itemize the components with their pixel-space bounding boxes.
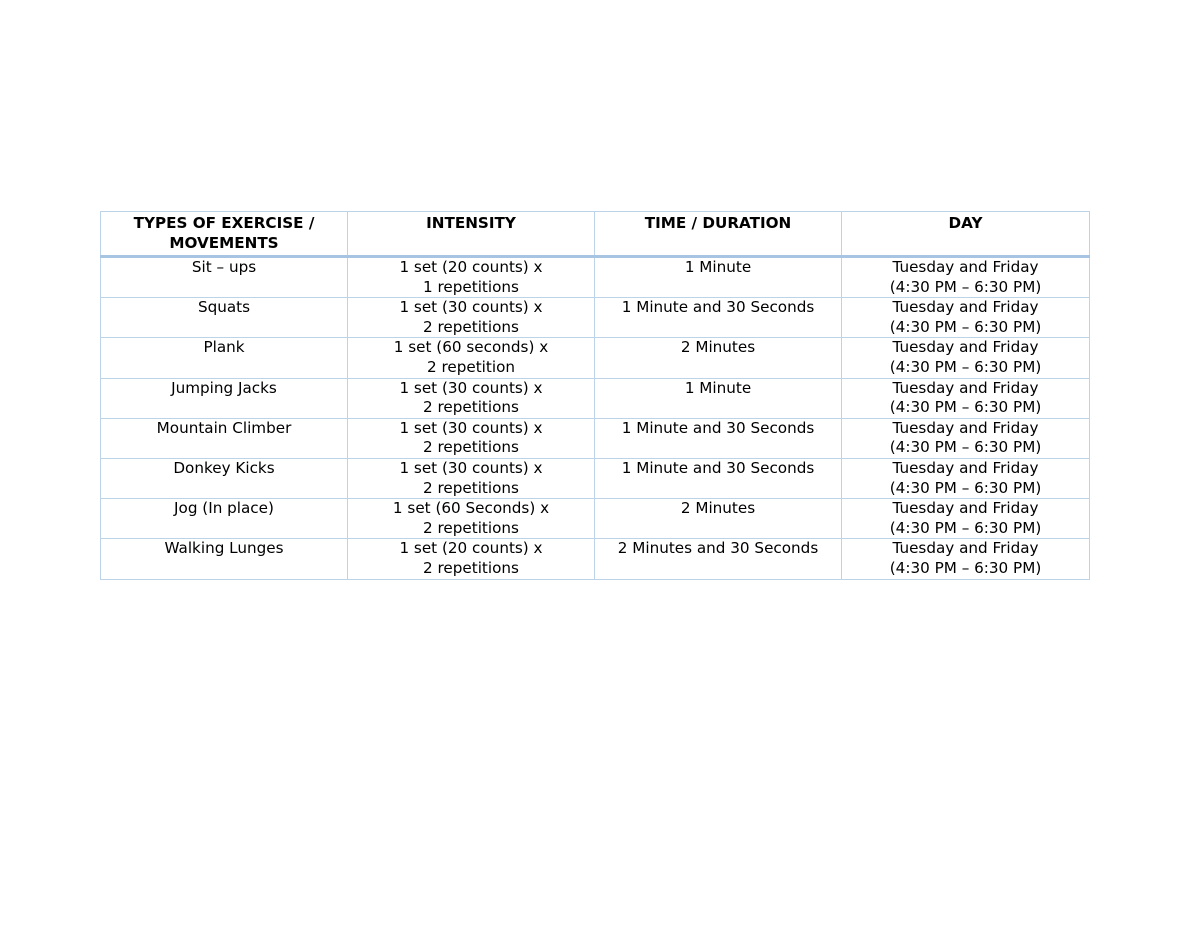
cell-text: 1 Minute xyxy=(684,258,752,276)
cell-text: 2 repetitions xyxy=(423,558,519,577)
cell-text: Donkey Kicks xyxy=(173,458,275,477)
cell-text: 1 Minute and 30 Seconds xyxy=(621,418,815,437)
cell-time xyxy=(595,298,842,338)
cell-text: 2 repetitions xyxy=(423,518,519,537)
table-row xyxy=(101,378,1090,418)
cell-text: Jog (In place) xyxy=(174,499,274,518)
cell-text: Tuesday and Friday xyxy=(892,378,1039,397)
header-text: INTENSITY xyxy=(426,214,516,232)
cell-text: 1 set (60 Seconds) x xyxy=(392,499,550,518)
table-row xyxy=(101,418,1090,458)
cell-exercise xyxy=(101,539,348,579)
table-body xyxy=(101,257,1090,580)
cell-text: 2 repetitions xyxy=(423,438,519,457)
cell-intensity xyxy=(348,338,595,378)
cell-text: 1 set (20 counts) x xyxy=(399,539,543,558)
cell-text: 1 Minute and 30 Seconds xyxy=(621,298,815,317)
table-row xyxy=(101,257,1090,298)
cell-day xyxy=(842,338,1090,378)
cell-exercise xyxy=(101,338,348,378)
cell-text: Tuesday and Friday xyxy=(892,539,1039,558)
cell-text: 1 set (30 counts) x xyxy=(399,458,543,477)
header-text: TYPES OF EXERCISE / xyxy=(133,214,315,232)
cell-time xyxy=(595,418,842,458)
cell-text: Tuesday and Friday xyxy=(892,258,1039,276)
cell-text: (4:30 PM – 6:30 PM) xyxy=(889,438,1042,457)
cell-time xyxy=(595,458,842,498)
cell-text: (4:30 PM – 6:30 PM) xyxy=(889,277,1042,296)
cell-day xyxy=(842,418,1090,458)
cell-text: 2 repetitions xyxy=(423,398,519,417)
cell-text: Jumping Jacks xyxy=(171,378,277,397)
header-row xyxy=(101,212,1090,257)
cell-intensity xyxy=(348,378,595,418)
header-day xyxy=(842,212,1090,257)
table-header xyxy=(101,212,1090,257)
cell-time xyxy=(595,378,842,418)
cell-text: Sit – ups xyxy=(191,258,257,276)
cell-text: Squats xyxy=(197,298,251,317)
cell-text: 2 repetitions xyxy=(423,317,519,336)
header-time-duration xyxy=(595,212,842,257)
cell-text: 2 Minutes xyxy=(680,499,756,518)
cell-text: Tuesday and Friday xyxy=(892,499,1039,518)
cell-day xyxy=(842,257,1090,298)
cell-exercise xyxy=(101,418,348,458)
cell-text: 1 set (30 counts) x xyxy=(399,418,543,437)
header-exercise-type xyxy=(101,212,348,257)
cell-text: (4:30 PM – 6:30 PM) xyxy=(889,357,1042,376)
cell-day xyxy=(842,539,1090,579)
cell-exercise xyxy=(101,458,348,498)
table-row xyxy=(101,539,1090,579)
header-text: DAY xyxy=(948,214,983,232)
cell-text: Tuesday and Friday xyxy=(892,338,1039,357)
cell-time xyxy=(595,338,842,378)
cell-intensity xyxy=(348,539,595,579)
cell-text: 1 repetitions xyxy=(423,277,519,296)
cell-text: (4:30 PM – 6:30 PM) xyxy=(889,478,1042,497)
cell-intensity xyxy=(348,298,595,338)
cell-text: 1 Minute and 30 Seconds xyxy=(621,458,815,477)
cell-time xyxy=(595,539,842,579)
cell-text: 1 set (60 seconds) x xyxy=(393,338,549,357)
table-row xyxy=(101,338,1090,378)
cell-day xyxy=(842,298,1090,338)
cell-text: 2 Minutes xyxy=(680,338,756,357)
header-text: TIME / DURATION xyxy=(644,214,792,232)
cell-intensity xyxy=(348,499,595,539)
cell-time xyxy=(595,499,842,539)
cell-text: (4:30 PM – 6:30 PM) xyxy=(889,398,1042,417)
table-row xyxy=(101,499,1090,539)
cell-day xyxy=(842,458,1090,498)
cell-text: Mountain Climber xyxy=(156,418,292,437)
cell-text: Walking Lunges xyxy=(164,539,284,558)
cell-text: (4:30 PM – 6:30 PM) xyxy=(889,518,1042,537)
cell-exercise xyxy=(101,298,348,338)
cell-text: Plank xyxy=(203,338,245,357)
exercise-schedule-table xyxy=(100,211,1090,580)
cell-day xyxy=(842,499,1090,539)
table-row xyxy=(101,458,1090,498)
cell-intensity xyxy=(348,458,595,498)
cell-intensity xyxy=(348,257,595,298)
cell-text: Tuesday and Friday xyxy=(892,298,1039,317)
cell-exercise xyxy=(101,378,348,418)
cell-text: 1 set (30 counts) x xyxy=(399,378,543,397)
cell-text: (4:30 PM – 6:30 PM) xyxy=(889,317,1042,336)
cell-text: Tuesday and Friday xyxy=(892,458,1039,477)
header-intensity xyxy=(348,212,595,257)
cell-text: 2 repetition xyxy=(427,357,515,376)
cell-intensity xyxy=(348,418,595,458)
cell-text: 1 Minute xyxy=(684,378,752,397)
cell-text: 1 set (30 counts) x xyxy=(399,298,543,317)
cell-day xyxy=(842,378,1090,418)
table-row xyxy=(101,298,1090,338)
cell-text: 2 Minutes and 30 Seconds xyxy=(617,539,819,558)
cell-text: 1 set (20 counts) x xyxy=(399,258,543,276)
cell-text: (4:30 PM – 6:30 PM) xyxy=(889,558,1042,577)
cell-text: Tuesday and Friday xyxy=(892,418,1039,437)
cell-text: 2 repetitions xyxy=(423,478,519,497)
header-text: MOVEMENTS xyxy=(169,233,279,252)
cell-exercise xyxy=(101,257,348,298)
cell-exercise xyxy=(101,499,348,539)
cell-time xyxy=(595,257,842,298)
